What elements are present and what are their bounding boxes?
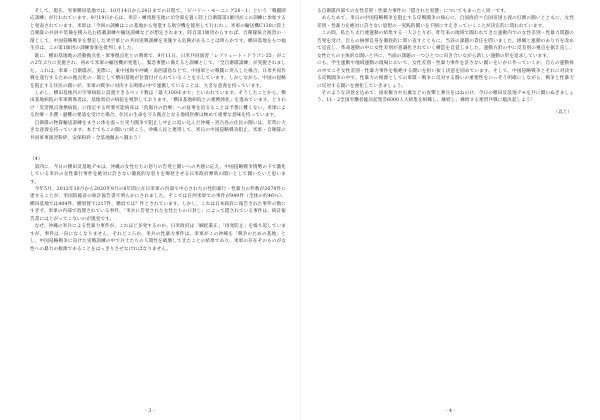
body-paragraph: そして、現在、米軍横田基地では、10月14日から24日までの日程で、「ビバリー・モーニング26－1」という「戦闘即応訓練」が行われています。9月19日からは、米京・練馬駐屯地に司令部を置く陸上自衛隊第1師団がこの訓練に参加すると発表されています。米軍は「今回の訓練はこの基地から発進する航空機を使用して行われ」、米軍の輸送機C130に陸上自衛隊の兵員や装備を積み込む搭載訓練や輸送訓練などが想定されます。陸自第1師団からすれば、自衛隊統合演習の一環として、中国侵略戦争を想定した米空軍との共同実戦訓練を実施する危険があることは明らかです。横田基地をもつ福生市は、この第1師団の訓練参加を批判しました。 xyxy=(30,9,286,52)
body-paragraph: 自衛隊の物資輸送訓練をまさに体を張った実力闘争で阻止し中止に追い込んだ沖縄・宮古島の住民の闘いは、非常に大きな意義を持っています。本土でもこの闘いに続こう。沖縄人民と連帯して、米日の中国侵略戦争阻止、米軍・自衛隊の共同軍事演習粉砕、安保粉砕・全基地撤去へ闘おう！ xyxy=(30,120,286,141)
page-number: - 3 - xyxy=(145,408,155,414)
page-number: - 4 - xyxy=(445,408,456,414)
body-paragraph: なぜ、沖縄の米兵による性暴力事件が、これほど多発するのか。日米政府は「綱紀粛正」「再発防止」を繰り返していますが、事件は一向になくなりません。それどころか、米兵の性暴力事件は、米軍がこの沖縄を「戦争のための基地」とし、中国侵略戦争に向けた実戦訓練の中で兵士たちの人間性を破壊してきたことの結果であり、米軍の存在そのものが女性への暴力の根源であることをはっきりさせなければなりません。 xyxy=(30,224,286,252)
section-label: （4） xyxy=(30,157,43,163)
body-paragraph: しかし、横田基地内の空軍病院に設置できるベッド数は「最大100床まで」といわれています。そうしたことから、横田基地病院の米軍関係者は、基地周辺の病院を視察しております。「横田基地病院との連携強化」を進めています。とりわけ「災害拠点連携病院」に指定する所要可能病床は「負傷兵の治療」への従事を迫るることは予想に難くない。米軍による医療・介護・避難の要請を受けた場合、住民の生命を守る拠点となる地域医療は極めて重要な意味を持っています。 xyxy=(30,90,286,119)
body-paragraph: る自衛隊内部での女性差別・性暴力事件の「隠された実態」についてもまったく同一です。 xyxy=(317,9,509,14)
body-paragraph: 第四に、今日の横田反基地デモは、沖縄の女性たちの怒りの告発と闘いへの共感に応え、中国侵略戦争情勢の下で激化している米兵の女性暴行事件を絶対に許さない徹底的な怒りを爆発させる日米政府弾劾の闘いとして闘いたいと思います。 xyxy=(30,164,286,185)
body-paragraph: にも、学生運動や地域運動の現場において、女性差別・性暴力事件を許さない闘いをいかに作っていくか、自らの運動体の中でこそ女性差別・性暴力事件を根絶する闘いを担い抜く決意を固めています。そして、中国侵略戦争とそれに対決する反戦闘争の中で、性暴力の根源としての軍隊・戦争に反対する闘いの重要性をいっそう明確にしながら、戦争と性暴力に反対する闘いを強化していきましょう。 xyxy=(317,61,574,89)
body-paragraph: この間、私たち太行連運動の結集する一人ひとりが、昨年来の地域で闘われてきた運動内での女性差別・性暴力問題の告発を受け、自らの糾弾自身を徹底的に問い直すとともに、当該の課題の責任を問いました。組織と運動のあり方を改めて見直し、革命運動の中に女性差別が意識化されていく構造を自覚しました。運動方針の中に反差別の視点を据え直し、女性たちの主体的な闘いと共に、当面の課題の一つひとつに向き合いながら新しい運動の形を追求しています。 xyxy=(317,31,574,59)
body-paragraph: あらためて、米日の中国侵略戦争を阻止する反戦闘争の核心に、自国政府＝自国帝国主義の打倒の闘いとともに、女性差別・性暴力を絶対に許さない思想の一実践的闘いを不断にすえきっていくことが決定的に問われています。 xyxy=(317,16,574,29)
body-paragraph: 既に、横田基地地の活動拠点化・軍事拠点化との関係で、9月11日、日米共同演習「レゾリュート・ドラゴン25」がこの2年ぶりに実施され、初めて米軍の輸送機が発進し、緊急事態に備えると訓練として、「全自衛隊訓練」が実施されました。これは、米軍・自衛隊が、実際に、東中国海や沖縄・南西諸島などで、中国軍との戦闘に突入した場合、日米共同作戦を遂行するための拠点化の一環として横田基地が位置付けられていることを示しています。しかしながら、中国の侵略を阻止する住民の闘いが、米軍の戦争に対決する関係の中で運搬していることは、大きな意義を持っています。 xyxy=(30,53,286,89)
closing-mark: （以上） xyxy=(553,109,572,115)
body-paragraph: そのような決意を込めて、国家権力や右翼などの攻撃と弾圧をはねのけ、今日の横田反基地デモを共に闘いぬきましょう。11・2全国労働者総決起集会6000人大結集を組織し、継続し、継続する連帯共戦に総決起しよう！ xyxy=(317,90,574,104)
right-page xyxy=(300,0,600,420)
body-paragraph: 今年5月、2012年10月から2020年9月の8年間に在日米軍の内部で中心されたの性的暴行・性暴力の件数が2070件に達することが、米国防総省の統計報告書で明らかにされました。そこでは在沖米軍での事件が949件（全体の約46％）、横田基地では404件、横須賀では17件、横浜では？件とされています。しかし、これは日本政府に報告された事件の数にすぎず、米軍の内部で処理されている事件、「米兵に告発された女性たちの口封じ」によって隠されている事件は、統計報告書には上がってこないのが現実です。 xyxy=(30,186,286,222)
